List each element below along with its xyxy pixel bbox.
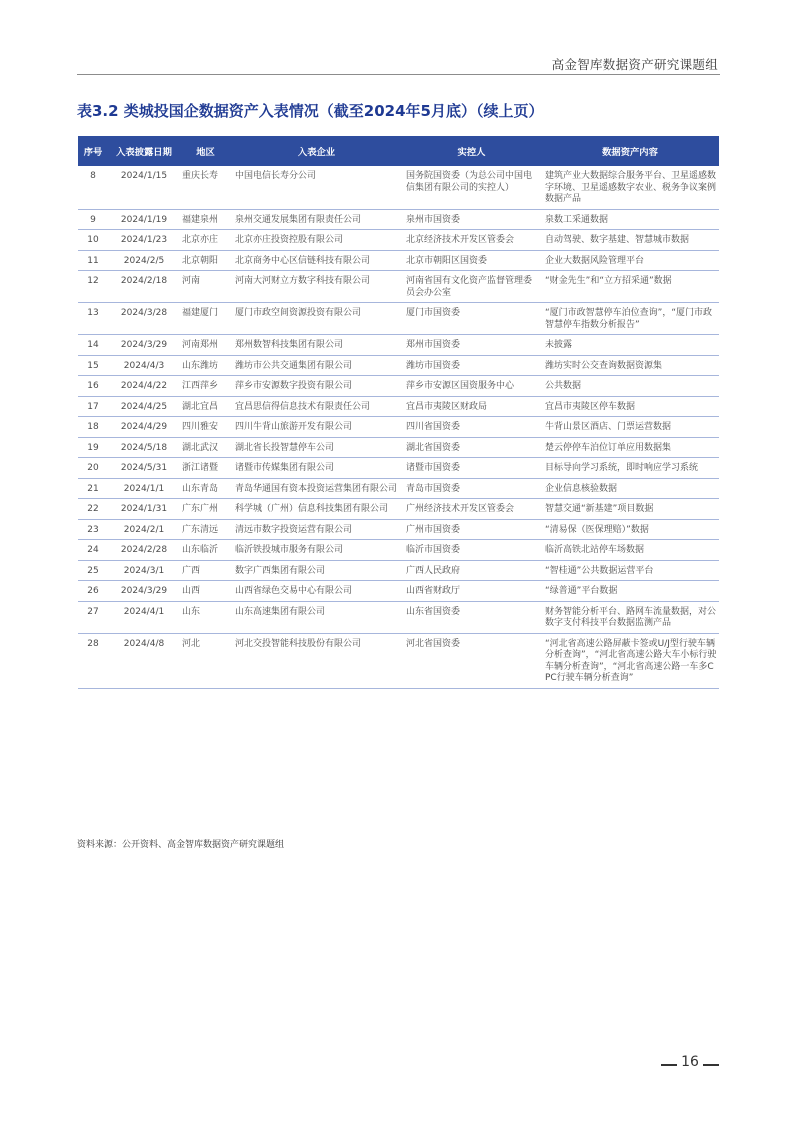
asset-content-cell: “绿普通”平台数据: [541, 581, 719, 602]
row-index-cell: 18: [78, 417, 108, 438]
column-header: 入表企业: [231, 136, 402, 166]
row-index-cell: 15: [78, 355, 108, 376]
region-cell: 广西: [180, 560, 231, 581]
controller-cell: 湖北省国资委: [402, 437, 541, 458]
region-cell: 四川雅安: [180, 417, 231, 438]
controller-cell: 青岛市国资委: [402, 478, 541, 499]
table-row: [78, 303, 719, 335]
asset-content-cell: “财金先生”和“立方招采通”数据: [541, 271, 719, 303]
row-index-cell: 8: [78, 166, 108, 209]
column-header: 数据资产内容: [541, 136, 719, 166]
disclosure-date-cell: 2024/2/1: [108, 519, 180, 540]
disclosure-date-cell: 2024/1/1: [108, 478, 180, 499]
company-cell: 中国电信长寿分公司: [231, 166, 402, 209]
controller-cell: 北京市朝阳区国资委: [402, 250, 541, 271]
page-number-text: 16: [681, 1054, 699, 1070]
table-row: [78, 499, 719, 520]
page-number-dash: [703, 1064, 719, 1066]
disclosure-date-cell: 2024/3/28: [108, 303, 180, 335]
company-cell: 河南大河财立方数字科技有限公司: [231, 271, 402, 303]
asset-content-cell: 建筑产业大数据综合服务平台、卫星遥感数字环境、卫星遥感数字农业、税务争议案例数据产品: [541, 166, 719, 209]
table-row: [78, 250, 719, 271]
region-cell: 山东: [180, 601, 231, 633]
company-cell: 湖北省长投智慧停车公司: [231, 437, 402, 458]
disclosure-date-cell: 2024/1/31: [108, 499, 180, 520]
controller-cell: 广西人民政府: [402, 560, 541, 581]
row-index-cell: 16: [78, 376, 108, 397]
row-index-cell: 17: [78, 396, 108, 417]
asset-content-cell: 企业大数据风险管理平台: [541, 250, 719, 271]
table-title: 表3.2 类城投国企数据资产入表情况（截至2024年5月底）（续上页）: [77, 102, 544, 120]
header-text: 高金智库数据资产研究课题组: [551, 57, 718, 72]
table-row: [78, 478, 719, 499]
region-cell: 广东广州: [180, 499, 231, 520]
table-row: [78, 396, 719, 417]
company-cell: 青岛华通国有资本投资运营集团有限公司: [231, 478, 402, 499]
controller-cell: 河南省国有文化资产监督管理委员会办公室: [402, 271, 541, 303]
disclosure-date-cell: 2024/5/18: [108, 437, 180, 458]
disclosure-date-cell: 2024/3/1: [108, 560, 180, 581]
region-cell: 重庆长寿: [180, 166, 231, 209]
table-row: [78, 581, 719, 602]
region-cell: 福建厦门: [180, 303, 231, 335]
source-note: 资料来源：公开资料、高金智库数据资产研究课题组: [77, 840, 285, 850]
controller-cell: 广州市国资委: [402, 519, 541, 540]
asset-content-cell: 智慧交通“新基建”项目数据: [541, 499, 719, 520]
controller-cell: 山东省国资委: [402, 601, 541, 633]
asset-content-cell: 宜昌市夷陵区停车数据: [541, 396, 719, 417]
row-index-cell: 12: [78, 271, 108, 303]
column-header: 入表披露日期: [108, 136, 180, 166]
asset-content-cell: 楚云停停车泊位订单应用数据集: [541, 437, 719, 458]
row-index-cell: 11: [78, 250, 108, 271]
controller-cell: 山西省财政厅: [402, 581, 541, 602]
region-cell: 福建泉州: [180, 209, 231, 230]
table-row: [78, 519, 719, 540]
disclosure-date-cell: 2024/2/5: [108, 250, 180, 271]
asset-content-cell: 公共数据: [541, 376, 719, 397]
table-header-row: [78, 136, 719, 166]
row-index-cell: 24: [78, 540, 108, 561]
company-cell: 萍乡市安源数字投资有限公司: [231, 376, 402, 397]
table-row: [78, 437, 719, 458]
disclosure-date-cell: 2024/3/29: [108, 581, 180, 602]
disclosure-date-cell: 2024/1/23: [108, 230, 180, 251]
row-index-cell: 14: [78, 335, 108, 356]
company-cell: 厦门市政空间资源投资有限公司: [231, 303, 402, 335]
controller-cell: 临沂市国资委: [402, 540, 541, 561]
asset-content-cell: 自动驾驶、数字基建、智慧城市数据: [541, 230, 719, 251]
table-row: [78, 166, 719, 209]
region-cell: 山东临沂: [180, 540, 231, 561]
disclosure-date-cell: 2024/5/31: [108, 458, 180, 479]
region-cell: 山东潍坊: [180, 355, 231, 376]
asset-content-cell: 未披露: [541, 335, 719, 356]
controller-cell: 四川省国资委: [402, 417, 541, 438]
table-row: [78, 601, 719, 633]
table-row: [78, 376, 719, 397]
table-row: [78, 209, 719, 230]
disclosure-date-cell: 2024/1/15: [108, 166, 180, 209]
controller-cell: 厦门市国资委: [402, 303, 541, 335]
asset-content-cell: 潍坊实时公交查询数据资源集: [541, 355, 719, 376]
column-header: 实控人: [402, 136, 541, 166]
table-row: [78, 355, 719, 376]
asset-content-cell: 牛背山景区酒店、门票运营数据: [541, 417, 719, 438]
asset-content-cell: “厦门市政智慧停车泊位查询”，“厦门市政智慧停车指数分析报告”: [541, 303, 719, 335]
table-row: [78, 560, 719, 581]
company-cell: 北京商务中心区信链科技有限公司: [231, 250, 402, 271]
company-cell: 山东高速集团有限公司: [231, 601, 402, 633]
table-row: [78, 458, 719, 479]
row-index-cell: 13: [78, 303, 108, 335]
company-cell: 四川牛背山旅游开发有限公司: [231, 417, 402, 438]
company-cell: 诸暨市传媒集团有限公司: [231, 458, 402, 479]
region-cell: 山西: [180, 581, 231, 602]
region-cell: 山东青岛: [180, 478, 231, 499]
asset-content-cell: 目标导向学习系统，即时响应学习系统: [541, 458, 719, 479]
controller-cell: 诸暨市国资委: [402, 458, 541, 479]
company-cell: 山西省绿色交易中心有限公司: [231, 581, 402, 602]
controller-cell: 国务院国资委（为总公司中国电信集团有限公司的实控人）: [402, 166, 541, 209]
asset-content-cell: “清易保（医保理赔）”数据: [541, 519, 719, 540]
row-index-cell: 20: [78, 458, 108, 479]
controller-cell: 广州经济技术开发区管委会: [402, 499, 541, 520]
company-cell: 清远市数字投资运营有限公司: [231, 519, 402, 540]
disclosure-date-cell: 2024/4/25: [108, 396, 180, 417]
region-cell: 浙江诸暨: [180, 458, 231, 479]
page-number: [661, 1054, 719, 1074]
company-cell: 科学城（广州）信息科技集团有限公司: [231, 499, 402, 520]
asset-content-cell: 企业信息核验数据: [541, 478, 719, 499]
table-body: [78, 166, 719, 688]
page-header: [77, 52, 720, 74]
disclosure-date-cell: 2024/4/22: [108, 376, 180, 397]
controller-cell: 河北省国资委: [402, 633, 541, 688]
table-row: [78, 417, 719, 438]
table-row: [78, 633, 719, 688]
row-index-cell: 19: [78, 437, 108, 458]
region-cell: 江西萍乡: [180, 376, 231, 397]
region-cell: 河北: [180, 633, 231, 688]
row-index-cell: 27: [78, 601, 108, 633]
region-cell: 湖北武汉: [180, 437, 231, 458]
controller-cell: 萍乡市安源区国资服务中心: [402, 376, 541, 397]
table-row: [78, 540, 719, 561]
controller-cell: 郑州市国资委: [402, 335, 541, 356]
company-cell: 潍坊市公共交通集团有限公司: [231, 355, 402, 376]
region-cell: 河南: [180, 271, 231, 303]
controller-cell: 泉州市国资委: [402, 209, 541, 230]
disclosure-date-cell: 2024/2/28: [108, 540, 180, 561]
table-row: [78, 335, 719, 356]
row-index-cell: 9: [78, 209, 108, 230]
company-cell: 河北交投智能科技股份有限公司: [231, 633, 402, 688]
disclosure-date-cell: 2024/4/1: [108, 601, 180, 633]
data-asset-table: [78, 136, 719, 689]
row-index-cell: 28: [78, 633, 108, 688]
disclosure-date-cell: 2024/3/29: [108, 335, 180, 356]
controller-cell: 潍坊市国资委: [402, 355, 541, 376]
controller-cell: 宜昌市夷陵区财政局: [402, 396, 541, 417]
controller-cell: 北京经济技术开发区管委会: [402, 230, 541, 251]
asset-content-cell: “智桂通”公共数据运营平台: [541, 560, 719, 581]
company-cell: 北京亦庄投资控股有限公司: [231, 230, 402, 251]
asset-content-cell: 临沂高铁北站停车场数据: [541, 540, 719, 561]
disclosure-date-cell: 2024/4/8: [108, 633, 180, 688]
company-cell: 泉州交通发展集团有限责任公司: [231, 209, 402, 230]
row-index-cell: 25: [78, 560, 108, 581]
table-row: [78, 230, 719, 251]
column-header: 地区: [180, 136, 231, 166]
region-cell: 河南郑州: [180, 335, 231, 356]
row-index-cell: 23: [78, 519, 108, 540]
company-cell: 临沂铁投城市服务有限公司: [231, 540, 402, 561]
disclosure-date-cell: 2024/4/3: [108, 355, 180, 376]
asset-content-cell: 泉数工采通数据: [541, 209, 719, 230]
company-cell: 数字广西集团有限公司: [231, 560, 402, 581]
row-index-cell: 22: [78, 499, 108, 520]
region-cell: 北京朝阳: [180, 250, 231, 271]
company-cell: 宜昌思信得信息技术有限责任公司: [231, 396, 402, 417]
row-index-cell: 21: [78, 478, 108, 499]
row-index-cell: 10: [78, 230, 108, 251]
table-row: [78, 271, 719, 303]
disclosure-date-cell: 2024/1/19: [108, 209, 180, 230]
region-cell: 北京亦庄: [180, 230, 231, 251]
company-cell: 郑州数智科技集团有限公司: [231, 335, 402, 356]
region-cell: 广东清远: [180, 519, 231, 540]
header-divider: [77, 74, 720, 75]
column-header: 序号: [78, 136, 108, 166]
row-index-cell: 26: [78, 581, 108, 602]
disclosure-date-cell: 2024/2/18: [108, 271, 180, 303]
asset-content-cell: “河北省高速公路屏蔽卡签或U/J型行驶车辆分析查询”，“河北省高速公路大车小标行驶车辆分析查询”，“河北省高速公路一车多CPC行驶车辆分析查询”: [541, 633, 719, 688]
asset-content-cell: 财务智能分析平台、路网车流量数据，对公数字支付科技平台数据监测产品: [541, 601, 719, 633]
region-cell: 湖北宜昌: [180, 396, 231, 417]
disclosure-date-cell: 2024/4/29: [108, 417, 180, 438]
